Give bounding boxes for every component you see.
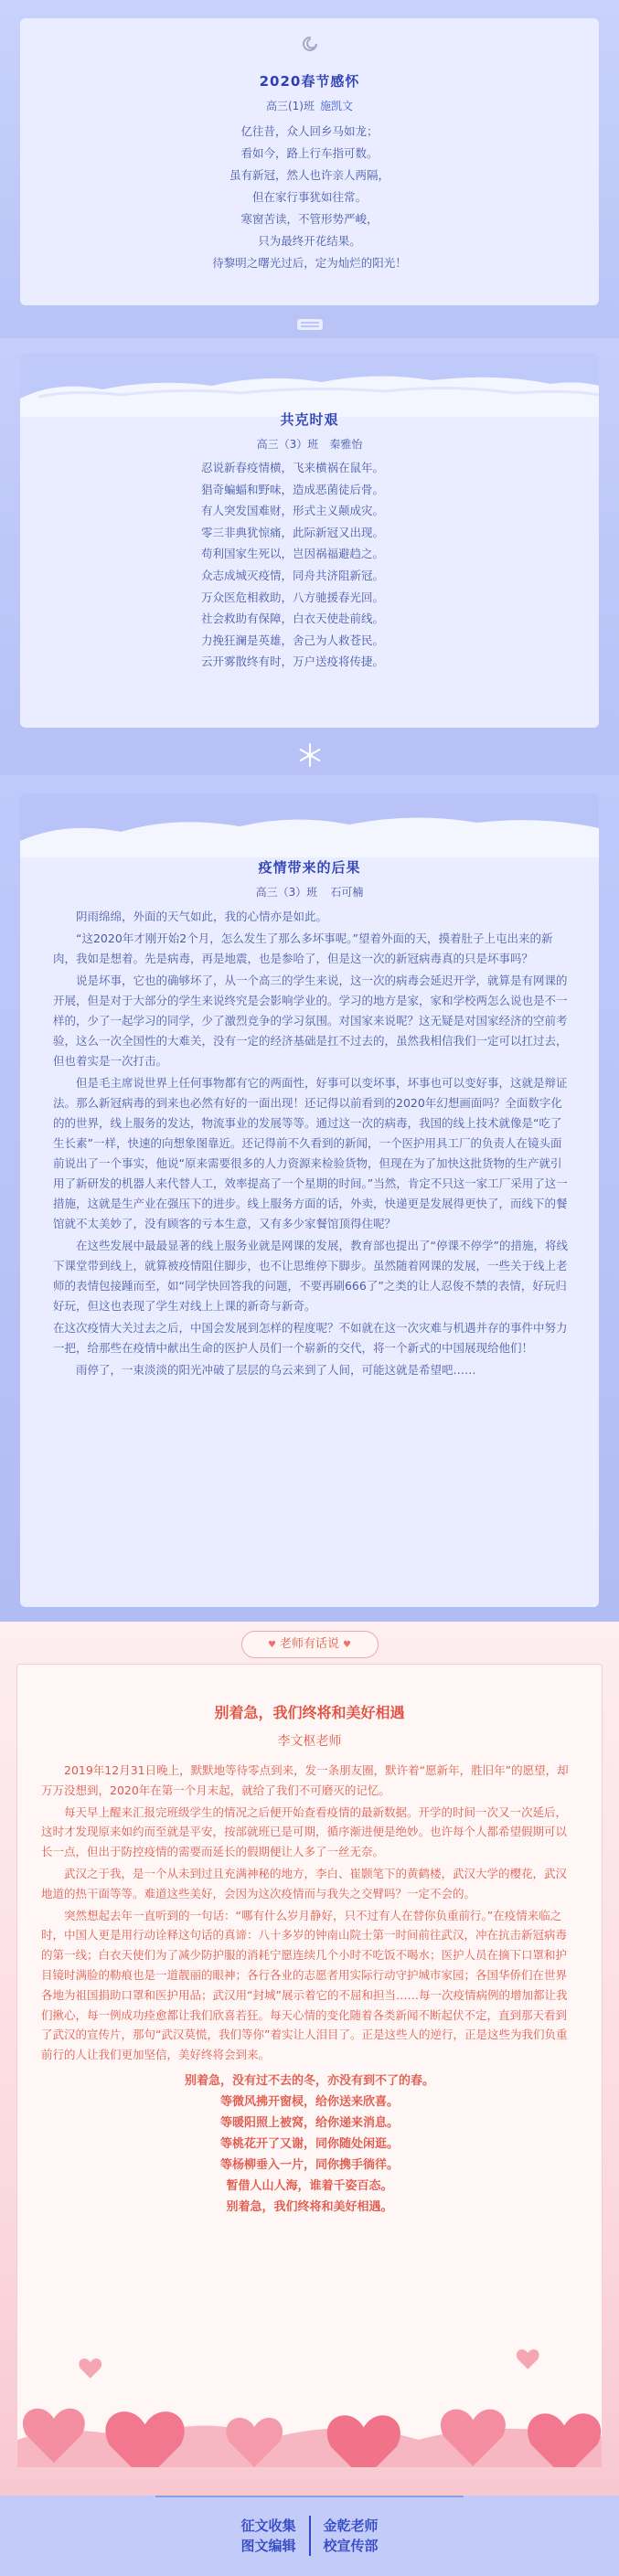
poem1-class: 高三(1)班 bbox=[265, 100, 315, 112]
teacher-verse bbox=[17, 2070, 602, 2218]
snowflake-icon bbox=[296, 741, 324, 769]
credits-roles bbox=[240, 2516, 295, 2556]
teacher-paragraph: 突然想起去年一直听到的一句话：“哪有什么岁月静好，只不过有人在替你负重前行。”在疫情来临之时，中国人更是用行动诠释这句话的真谛：八十多岁的钟南山院士第一时间前往武汉，冲在抗击新冠病毒的第一线；白衣天使们为了减少防护服的消耗宁愿连续几个小时不吃饭不喝水；医护人员在摘下口罩和护目镜时满脸的勒痕也是一道靓丽的眼神；各行各业的志愿者用实际行动守护城市家园；各国华侨们在世界各地为祖国捐助口罩和医护用品；武汉用“封城”展示着它的不屈和担当……每一次疫情病例的增加都让我们揪心，每一例成功痊愈都让我们欣喜若狂。每天心情的变化随着各类新闻不断起伏不定，直到那天看到了武汉的宣传片，那句“武汉莫慌，我们等你”着实让人泪目了。正是这些人的逆行，正是这些为我们负重前行的人让我们更加坚信，美好终将会到来。 bbox=[41, 1908, 568, 2062]
credit-name: 金乾老师 bbox=[323, 2517, 379, 2534]
poem2-byline bbox=[20, 436, 599, 452]
poem-line: 待黎明之曙光过后，定为灿烂的阳光！ bbox=[212, 256, 407, 270]
teacher-section bbox=[0, 1622, 619, 2496]
poem1-section bbox=[0, 0, 619, 329]
poem1-author: 施凯文 bbox=[319, 100, 353, 112]
poem-line: 万众医危相救助，八方驰援春光回。 bbox=[201, 590, 385, 604]
poem-line: 苟利国家生死以，岂因祸福避趋之。 bbox=[201, 547, 385, 561]
poem-line: 看如今，路上行车指可数。 bbox=[240, 146, 379, 160]
poem2-title: 共克时艰 bbox=[280, 411, 339, 428]
poem-line: 零三非典犹惊痛，此际新冠又出现。 bbox=[201, 525, 385, 539]
verse-line: 等暖阳照上被窝，给你递来消息。 bbox=[219, 2115, 399, 2130]
teacher-title: 别着急，我们终将和美好相遇 bbox=[214, 1704, 405, 1721]
verse-line: 别着急，我们终将和美好相遇。 bbox=[226, 2199, 393, 2214]
poem1-byline bbox=[20, 98, 599, 113]
credit-role: 图文编辑 bbox=[240, 2538, 296, 2554]
snowflake-ornament bbox=[0, 735, 619, 775]
poem-line: 但在家行事犹如往常。 bbox=[251, 190, 367, 204]
poem1-card bbox=[20, 18, 599, 305]
hearts-decoration-icon bbox=[17, 2330, 602, 2467]
ribbon-icon bbox=[293, 314, 326, 335]
poem-line: 有人突发国难财，形式主义颠成灾。 bbox=[201, 504, 385, 518]
ribbon-ornament bbox=[0, 311, 619, 338]
essay-body bbox=[20, 907, 599, 1380]
poem-line: 猖奇蝙蝠和野味，造成恶菌徒后骨。 bbox=[201, 482, 385, 496]
essay-author: 石可楠 bbox=[330, 886, 364, 899]
essay-title: 疫情带来的后果 bbox=[258, 859, 361, 876]
verse-line: 等杨柳垂入一片，同你携手徜徉。 bbox=[219, 2157, 399, 2172]
teacher-tag-label: 老师有话说 bbox=[279, 1637, 339, 1651]
credit-name: 校宣传部 bbox=[323, 2538, 379, 2554]
credits-divider bbox=[309, 2516, 311, 2556]
poem2-author: 秦雅怡 bbox=[329, 438, 363, 451]
essay-paragraph: 在这次疫情大关过去之后，中国会发展到怎样的程度呢？不如就在这一次灾难与机遇并存的事件中努力一把，给那些在疫情中献出生命的医护人员们一个崭新的交代，将一个新式的中国展现给他们！ bbox=[53, 1321, 568, 1355]
essay-paragraph: 雨停了，一束淡淡的阳光冲破了层层的乌云来到了人间，可能这就是希望吧…… bbox=[76, 1363, 476, 1377]
essay-paragraph: 阴雨绵绵，外面的天气如此，我的心情亦是如此。 bbox=[76, 910, 328, 923]
poem-line: 众志成城灭疫情，同舟共济阻新冠。 bbox=[201, 568, 385, 582]
poem-line: 只为最终开花结果。 bbox=[258, 234, 361, 248]
poem1-title: 2020春节感怀 bbox=[259, 73, 360, 90]
teacher-paragraph: 2019年12月31日晚上，默默地等待零点到来，发一条朋友圈，默许着“愿新年，胜旧年”的愿望，却万万没想到，2020年在第一个月末起，就给了我们不可磨灭的记忆。 bbox=[41, 1763, 569, 1797]
essay-paragraph: 说是坏事，它也的确够坏了，从一个高三的学生来说，这一次的病毒会延迟开学，就算是有网课的开展，但是对于大部分的学生来说终究是会影响学业的。学习的地方是家，家和学校两怎么说也是不一样的，少了一起学习的同学，少了激烈竞争的学习氛围。对国家来说呢？这无疑是对国家经济的空前考验，这么一次全国性的大难关，没有一定的经济基础是扛不过去的，虽然我相信我们一定可以扛过去，但也着实是一次打击。 bbox=[53, 974, 568, 1068]
swirl-icon bbox=[301, 35, 319, 53]
poem-line: 亿往昔，众人回乡马如龙； bbox=[240, 124, 379, 138]
poem-line: 云开雾散终有时，万户送疫将传捷。 bbox=[201, 655, 385, 669]
teacher-author: 李文枢老师 bbox=[277, 1734, 342, 1749]
essay-paragraph: 在这些发展中最最显著的线上服务业就是网课的发展，教育部也提出了“停课不停学”的措施，将线下课堂带到线上，就算被疫情阻住脚步，也不让思维停下脚步。虽然随着网课的发展，一些关于线上老师的表情包接踵而至，如“同学快回答我的问题，不要再刷666了”之类的让人忍俊不禁的表情，好玩归好玩，但这也表现了学生对线上上课的新奇与新奇。 bbox=[53, 1239, 568, 1313]
essay-class: 高三（3）班 bbox=[255, 886, 318, 899]
essay-byline bbox=[20, 884, 599, 899]
essay-card bbox=[20, 793, 599, 1607]
teacher-body bbox=[17, 1761, 602, 2065]
credits-names bbox=[324, 2516, 379, 2556]
essay-paragraph: “这2020年才刚开始2个月，怎么发生了那么多坏事呢。”望着外面的天，摸着肚子上屯出来的新肉，我如是想着。先是病毒，再是地震，也是参哈了，但是这一次的新冠病毒真的只是坏事吗？ bbox=[53, 931, 553, 965]
poem-line: 忍说新春疫情横，飞来横祸在鼠年。 bbox=[201, 461, 385, 474]
poem-line: 力挽狂澜是英雄，舍己为人救苍民。 bbox=[201, 633, 385, 647]
credit-role: 征文收集 bbox=[240, 2517, 296, 2534]
heart-icon: ♥ bbox=[343, 1640, 351, 1650]
teacher-paragraph: 武汉之于我，是一个从未到过且充满神秘的地方，李白、崔颢笔下的黄鹤楼，武汉大学的樱花，武汉地道的热干面等等。难道这些美好，会因为这次疫情而与我失之交臂吗？一定不会的。 bbox=[41, 1866, 568, 1900]
credits-footer bbox=[0, 2496, 619, 2576]
snow-decoration-icon bbox=[20, 793, 599, 857]
teacher-tag bbox=[241, 1631, 379, 1658]
poem1-body bbox=[20, 121, 599, 274]
poem2-class: 高三（3）班 bbox=[256, 438, 319, 451]
poem-line: 寒窗苦读，不管形势严峻， bbox=[240, 212, 379, 226]
teacher-card bbox=[16, 1664, 603, 2468]
verse-line: 等微风拂开窗棂，给你送来欣喜。 bbox=[219, 2094, 399, 2109]
verse-line: 等桃花开了又谢，同你随处闲逛。 bbox=[219, 2136, 399, 2151]
verse-line: 暂借人山人海，谁着千姿百态。 bbox=[226, 2178, 393, 2193]
snow-decoration-icon bbox=[20, 353, 599, 417]
poem2-section bbox=[0, 338, 619, 735]
teacher-paragraph: 每天早上醒来汇报完班级学生的情况之后便开始查看疫情的最新数据。开学的时间一次又一次延后，这时才发现原来如约而至就是平安，按部就班已是可期，循序渐进便是绝妙。也许每个人都希望假期可以长一点，但出于防控疫情的需要而延长的假期便让人多了一丝无奈。 bbox=[41, 1804, 568, 1859]
poem2-body bbox=[20, 457, 599, 673]
essay-paragraph: 但是毛主席说世界上任何事物都有它的两面性，好事可以变坏事，坏事也可以变好事，这就是辩证法。那么新冠病毒的到来也必然有好的一面出现！还记得以前看到的2020年幻想画面吗？全面数字化的的世界，线上服务的发达，物流事业的发展等等。通过这一次的病毒，我国的线上技术就像是“吃了生长素”一样，快速的向想象图靠近。还记得前不久看到的新闻，一个医护用具工厂的负责人在镜头面前说出了一个事实，他说“原来需要很多的人力资源来检验货物，但现在为了加快这批货物的生产就引用了新研发的机器人来代替人工，效率提高了一个星期的时间。”当然，肯定不只这一家工厂采用了这一措施，这就是生产业在强压下的进步。线上服务方面的话，外卖，快递更是发展得更快了，而线下的餐馆就不太美妙了，没有顾客的亏本生意，又有多少家餐馆顶得住呢？ bbox=[53, 1076, 568, 1230]
poem-line: 虽有新冠，然人也许亲人两隔， bbox=[229, 168, 390, 182]
essay-section bbox=[0, 775, 619, 1622]
poem-line: 社会救助有保障，白衣天使赴前线。 bbox=[201, 612, 385, 626]
verse-line: 别着急，没有过不去的冬，亦没有到不了的春。 bbox=[184, 2073, 434, 2088]
heart-icon: ♥ bbox=[268, 1640, 276, 1650]
poem2-card bbox=[20, 353, 599, 728]
